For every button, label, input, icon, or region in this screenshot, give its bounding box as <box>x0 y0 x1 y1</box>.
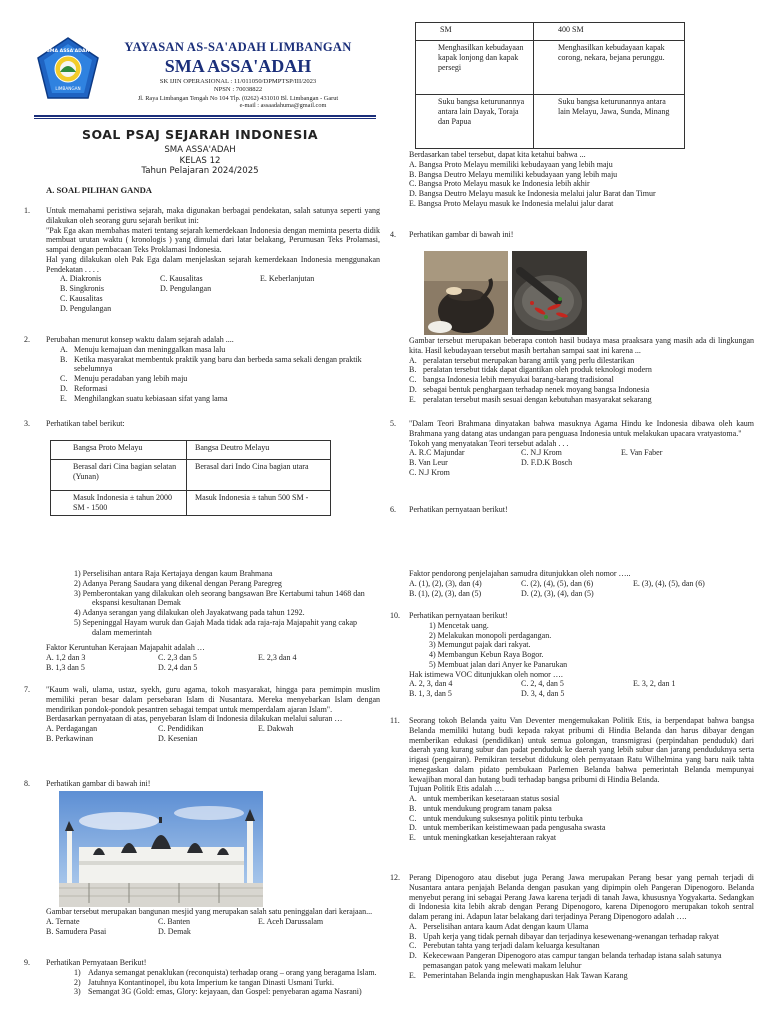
pottery-image <box>424 251 508 335</box>
option[interactable]: D. sebagai bentuk penghargaan terhadap nenek moyang bangsa Indonesia <box>409 384 650 394</box>
question-number: 2. <box>24 335 30 344</box>
question-text: Perhatikan pernyataan berikut! <box>409 505 508 514</box>
option[interactable]: D. untuk memberikan keistimewaan pada pengusaha swasta <box>409 823 606 833</box>
option[interactable]: D. Kesenian <box>158 733 198 743</box>
answer-options <box>409 448 754 477</box>
table-cell: Bangsa Deutro Melayu <box>187 441 331 460</box>
option[interactable] <box>160 304 260 314</box>
option[interactable]: E. (3), (4), (5), dan (6) <box>633 578 705 588</box>
school-name: SMA ASSA'ADAH <box>164 56 312 77</box>
option[interactable]: E. Aceh Darussalam <box>258 916 324 926</box>
option[interactable] <box>160 294 260 304</box>
option[interactable] <box>260 304 360 314</box>
answer-options <box>46 653 380 673</box>
foundation-name: YAYASAN AS-SA'ADAH LIMBANGAN <box>124 40 352 54</box>
option[interactable]: E. Keberlanjutan <box>260 274 315 284</box>
option[interactable] <box>258 734 358 744</box>
svg-text:LIMBANGAN: LIMBANGAN <box>55 86 81 91</box>
question-ask: Tokoh yang menyatakan Teori tersebut adalah . . . <box>409 438 569 448</box>
table-cell: Suku bangsa keturunannya antara lain Melayu, Jawa, Sunda, Minang <box>534 95 685 149</box>
svg-text:SMA ASSA'ADAH: SMA ASSA'ADAH <box>46 49 90 54</box>
table-cell: Bangsa Proto Melayu <box>51 441 187 460</box>
question-text: Perang Dipenogoro atau disebut juga Perang Jawa merupakan Perang besar yang pernah terjadi di Nusantara antara penjajah Belanda dengan pasukan yang dipimpin oleh Pangeran Dipenogoro. Belanda menyebut perang ini sebagai Perang Jawa karena terjadi di tanah Jawa, khususnya Yogyakarta. Sedangkan di Indonesia kita lebih akrab dengan Perang Dipenogoro, karena Dipenogoro merupakan tokoh sentral dalam perang ini. Adapun latar belakang dari terjadinya Perang Dipenogoro adalah …. <box>409 873 754 921</box>
option[interactable]: A. untuk memberikan kesetaraan status sosial <box>409 794 560 803</box>
question-ask: Berdasarkan tabel tersebut, dapat kita ketahui bahwa ... <box>409 150 586 159</box>
option[interactable]: C. Kausalitas <box>160 274 203 284</box>
option[interactable]: C. Banten <box>158 916 190 926</box>
question-text: "Kaum wali, ulama, ustaz, syekh, guru agama, tokoh masyarakat, hingga para pemimpin muslim memiliki peran besar dalam persebaran Islam di Nusantara. Mereka menyebarkan Islam dengan mendirikan pondok-pondok pesantren sebagai tempat untuk memperdalam ajaran Islam". <box>46 685 380 714</box>
answer-options <box>60 345 380 404</box>
question-number: 9. <box>24 958 30 967</box>
header-rule-thin <box>34 118 376 119</box>
option[interactable]: D. Pengulangan <box>160 284 212 293</box>
letterhead-text <box>98 40 378 110</box>
answer-options <box>409 794 754 843</box>
list-item: 1) Mencetak uang. <box>429 620 489 630</box>
question-number: 7. <box>24 685 30 694</box>
option[interactable]: A. peralatan tersebut merupakan barang antik yang perlu dilestarikan <box>409 355 635 365</box>
option[interactable]: B. (1), (2), (3), dan (5) <box>409 588 482 598</box>
answer-options <box>46 724 380 744</box>
table-cell: Berasal dari Indo Cina bagian utara <box>187 460 331 491</box>
school-logo-icon <box>34 36 102 104</box>
question-ask: Hak istimewa VOC ditunjukkan oleh nomor …. <box>409 669 563 679</box>
option[interactable]: B. Upah kerja yang tidak pernah dibayar dan terjadinya kesewenang-wenangan terhadap rakyat <box>409 931 719 941</box>
option[interactable]: C. N.J Krom <box>409 467 450 477</box>
option[interactable]: A. Menuju kemajuan dan meninggalkan masa lalu <box>60 344 226 354</box>
option[interactable] <box>260 284 360 294</box>
option[interactable]: B. Ketika masyarakat membentuk praktik yang baru dan berbeda sama sekali dengan praktik sebelumnya <box>60 354 362 374</box>
answer-options <box>409 160 754 209</box>
option[interactable] <box>621 468 721 478</box>
option[interactable]: A. Ternate <box>46 916 80 926</box>
option[interactable]: C. Pendidikan <box>158 724 204 733</box>
option[interactable] <box>633 689 733 699</box>
option[interactable]: E. untuk meningkatkan kesejahteraan rakyat <box>409 833 557 842</box>
question-number: 1. <box>24 206 30 215</box>
table-cell: Berasal dari Cina bagian selatan (Yunan) <box>51 460 187 491</box>
question-text: Perhatikan tabel berikut: <box>46 419 125 428</box>
table-cell: Menghasilkan kebudayaan kapak lonjong dan kapak persegi <box>416 41 534 95</box>
option[interactable]: D. Pengulangan <box>60 303 112 313</box>
option[interactable]: D. Demak <box>158 926 191 936</box>
question-desc: Gambar tersebut merupakan beberapa contoh hasil budaya masa praaksara yang masih ada di lingkungan kita. Hasil kebudayaan tersebut masih bertahan sampai saat ini karena ... <box>409 336 754 355</box>
question-number: 12. <box>390 873 400 882</box>
table-row <box>51 491 331 516</box>
option[interactable]: D. Reformasi <box>60 383 108 393</box>
letterhead <box>34 36 376 116</box>
question-number: 3. <box>24 419 30 428</box>
option[interactable]: D. F.D.K Bosch <box>521 458 573 467</box>
option[interactable]: D. Kekecewaan Pangeran Dipenogoro atas campur tangan belanda terhadap istana salah satunya pemasangan patok yang melewati makam leluhur <box>409 951 722 970</box>
statement-list <box>74 968 380 997</box>
answer-options <box>409 922 754 981</box>
school-email: e-mail : assaadahuma@gmail.com <box>239 102 327 110</box>
question-text: Perhatikan gambar di bawah ini! <box>46 779 151 788</box>
comparison-table <box>50 440 331 516</box>
exam-class: KELAS 12 <box>179 155 221 166</box>
list-item: 1) Perselisihan antara Raja Kertajaya dengan kaum Brahmana <box>74 569 273 578</box>
option[interactable]: A. Bangsa Proto Melayu memiliki kebudayaan yang lebih maju <box>409 159 613 169</box>
option[interactable] <box>521 468 621 478</box>
npsn-number: NPSN : 70038822 <box>213 86 263 94</box>
option[interactable]: C. N.J Krom <box>521 448 562 458</box>
option[interactable]: C. bangsa Indonesia lebih menyukai barang-barang tradisional <box>409 375 614 384</box>
list-item: 2) Melakukan monopoli perdagangan. <box>429 630 552 640</box>
option[interactable]: A. 2, 3, dan 4 <box>409 679 453 689</box>
list-item: 2) Jatuhnya Kontantinopel, ibu kota Imperium ke tangan Dinasti Usmani Turki. <box>74 977 334 987</box>
answer-options <box>409 579 754 599</box>
question-3-options <box>409 150 754 209</box>
question-number: 11. <box>390 716 400 725</box>
option[interactable]: A. R.C Majundar <box>409 448 465 458</box>
option[interactable]: C. Menuju peradaban yang lebih maju <box>60 374 188 383</box>
question-ask: Faktor pendorong penjelajahan samudra ditunjukkan oleh nomor ….. <box>409 569 631 578</box>
option[interactable]: B. Bangsa Deutro Melayu memiliki kebudayaan yang lebih maju <box>409 169 618 179</box>
question-number: 10. <box>390 611 400 620</box>
question-number: 4. <box>390 230 396 239</box>
question-text: "Dalam Teori Brahmana dinyatakan bahwa masuknya Agama Hindu ke Indonesia dibawa oleh kaum Brahmana yang datang atas undangan para penguasa Indonesia untuk melakukan upacara vratyastoma." <box>409 419 754 438</box>
option[interactable]: A. Perdagangan <box>46 724 98 733</box>
table-cell: Masuk Indonesia ± tahun 500 SM - <box>187 491 331 516</box>
question-ask: Berdasarkan pernyataan di atas, penyebaran Islam di Indonesia dilakukan melalui saluran … <box>46 714 343 724</box>
table-cell: Menghasilkan kebudayaan kapak corong, nekara, bejana perunggu. <box>534 41 685 95</box>
option[interactable] <box>258 663 358 673</box>
mosque-image <box>59 791 263 907</box>
exam-school: SMA ASSA'ADAH <box>164 145 236 156</box>
table-row <box>51 441 331 460</box>
list-item: 3) Pemberontakan yang dilakukan oleh seorang bangsawan Bre Kertabumi tahun 1468 dan ekspansi kesultanan Demak <box>74 588 365 608</box>
question-text: Untuk memahami peristiwa sejarah, maka digunakan berbagai pendekatan, salah satunya seperti yang dilakukan oleh seorang guru sejarah berikut ini: <box>46 206 380 225</box>
question-text: Perhatikan gambar di bawah ini! <box>409 230 514 239</box>
table-cell: Masuk Indonesia ± tahun 2000 SM - 1500 <box>51 491 187 516</box>
question-6-body <box>409 569 754 598</box>
option[interactable]: D. (2), (3), (4), dan (5) <box>521 588 594 598</box>
option[interactable]: C. 2,3 dan 5 <box>158 652 197 662</box>
question-4-body <box>409 336 754 404</box>
option[interactable]: A. 1,2 dan 3 <box>46 652 86 662</box>
question-number: 6. <box>390 505 396 514</box>
question-desc: Gambar tersebut merupakan bangunan mesjid yang merupakan salah satu peninggalan dari kerajaan... <box>46 907 373 916</box>
exam-title-block <box>40 127 360 176</box>
list-item: 5) Sepeninggal Hayam wuruk dan Gajah Mada tidak ada raja-raja Majapahit yang cakap dalam memerintah <box>74 617 357 637</box>
option[interactable]: C. Bangsa Proto Melayu masuk ke Indonesia lebih akhir <box>409 179 590 189</box>
option[interactable]: C. Perebutan tahta yang terjadi dalam keluarga kesultanan <box>409 941 600 951</box>
option[interactable] <box>260 294 360 304</box>
question-ask: Tujuan Politik Etis adalah …. <box>409 784 505 794</box>
option[interactable]: C. (2), (4), (5), dan (6) <box>521 578 594 588</box>
option[interactable]: E. 3, 2, dan 1 <box>633 679 676 689</box>
list-item: 4) Membangun Kebun Raya Bogor. <box>429 650 544 659</box>
question-ask: Hal yang dilakukan oleh Pak Ega dalam menjelaskan sejarah kemerdekaan Indonesia menggunakan Pendekatan . . . . <box>46 254 380 274</box>
option[interactable]: E. Bangsa Proto Melayu masuk ke Indonesia melalui jalur darat <box>409 198 614 208</box>
option[interactable]: E. Menghilangkan suatu kebiasaan sifat yang lama <box>60 393 228 403</box>
table-row <box>416 95 685 149</box>
option[interactable]: C. untuk mendukung suksesnya politik pintu terbuka <box>409 813 583 823</box>
option[interactable]: E. 2,3 dan 4 <box>258 652 297 662</box>
list-item: 3) Semangat 3G (Gold: emas, Glory: kejayaan, dan Gospel: penyebaran agama Nasrani) <box>74 987 362 997</box>
option[interactable]: A. Diakronis <box>60 274 102 284</box>
question-text: Perhatikan pernyataan berikut! <box>409 611 508 620</box>
comparison-table-continued <box>415 22 685 149</box>
exam-year: Tahun Pelajaran 2024/2025 <box>141 165 259 176</box>
option[interactable]: B. Perkawinan <box>46 733 94 743</box>
option[interactable]: E. Pemerintahan Belanda ingin menghapuskan Hak Tawan Karang <box>409 970 628 980</box>
option[interactable]: C. 2, 4, dan 5 <box>521 679 564 689</box>
option[interactable]: B. Samudera Pasai <box>46 926 107 936</box>
option[interactable] <box>621 458 721 468</box>
section-heading: A. SOAL PILIHAN GANDA <box>46 185 153 195</box>
license-number: SK IJIN OPERASIONAL : 11/011050/DPMPTSP/III/2023 <box>159 78 317 86</box>
question-number: 5. <box>390 419 396 428</box>
mortar-image <box>512 251 587 335</box>
option[interactable]: B. untuk mendukung program tanam paksa <box>409 803 552 813</box>
header-rule <box>34 115 376 117</box>
exam-title: SOAL PSAJ SEJARAH INDONESIA <box>81 127 319 142</box>
option[interactable]: A. Perselisihan antara kaum Adat dengan kaum Ulama <box>409 921 589 931</box>
option[interactable]: B. Singkronis <box>60 284 105 293</box>
statement-list <box>429 621 754 670</box>
option[interactable]: E. peralatan tersebut masih sesuai dengan kebutuhan masyarakat sekarang <box>409 394 652 404</box>
table-cell: 400 SM <box>534 23 685 41</box>
table-cell: SM <box>416 23 534 41</box>
list-item: 3) Memungut pajak dari rakyat. <box>429 640 531 650</box>
option[interactable]: E. Van Faber <box>621 448 663 458</box>
option[interactable]: A. (1), (2), (3), dan (4) <box>409 578 482 588</box>
option[interactable]: D. 3, 4, dan 5 <box>521 689 565 698</box>
option[interactable]: C. Kausalitas <box>60 293 103 303</box>
table-row <box>416 41 685 95</box>
option[interactable]: B. peralatan tersebut tidak dapat digantikan oleh produk teknologi modern <box>409 365 652 375</box>
answer-options <box>46 917 380 937</box>
option[interactable]: B. 1,3 dan 5 <box>46 662 85 672</box>
school-address: Jl. Raya Limbangan Tengah No 104 Tlp. (0262) 431010 Bl. Limbangan - Garut <box>137 94 339 102</box>
list-item: 1) Adanya semangat penaklukan (reconquista) terhadap orang – orang yang beragama Islam. <box>74 967 377 977</box>
question-number: 8. <box>24 779 30 788</box>
answer-options <box>60 274 380 313</box>
table-row <box>51 460 331 491</box>
table-row <box>416 23 685 41</box>
answer-options <box>409 356 754 405</box>
question-text: Perhatikan Pernyataan Berikut! <box>46 958 147 967</box>
option[interactable] <box>633 589 753 599</box>
question-ask: Faktor Keruntuhan Kerajaan Majapahit adalah … <box>46 643 205 652</box>
list-item: 4) Adanya serangan yang dilakukan oleh Jayakatwang pada tahun 1292. <box>74 608 305 617</box>
answer-options <box>409 679 754 699</box>
option[interactable] <box>258 927 358 937</box>
option[interactable]: D. Bangsa Deutro Melayu masuk ke Indonesia melalui jalur Barat dan Timur <box>409 189 656 198</box>
question-text: Perubahan menurut konsep waktu dalam sejarah adalah .... <box>46 335 234 344</box>
table-cell: Suku bangsa keturunannya antara lain Dayak, Toraja dan Papua <box>416 95 534 149</box>
option[interactable]: B. 1, 3, dan 5 <box>409 689 452 698</box>
question-quote: "Pak Ega akan membahas materi tentang sejarah kemerdekaan Indonesia dengan meminta peserta didik membuat urutan waktu ( kronologis ) yang dimulai dari latar belakang, Perumusan Teks Prolamasi, sampai dengan pembacaan Teks Proklamasi Indonesia. <box>46 225 380 254</box>
option[interactable]: B. Van Leur <box>409 458 448 467</box>
question-text: Seorang tokoh Belanda yaitu Van Deventer mengemukakan Politik Etis, ia berpendapat bahwa bangsa Belanda memiliki hutang budi kepada rakyat pribumi di Hindia Belanda dan harus dibayar dengan memberikan edukasi (pendidikan) untuk semua golongan, transmigrasi (perpindahan penduduk) dari daerah yang kurang subur dan padat penduduk ke daerah yang lebih subur dan jarang penduduknya serta irigasi (pengairan). Pemikiran tersebut didukung oleh pernyataan Ratu Wilhelmina yang baru naik tahta menegaskan dalam pidato pembukaan Parlemen Belanda bahwa pemerintah Belanda mempunyai kewajiban moral dan hutang budi terhadap bangsa pribumi di Hindia Belanda. <box>409 716 754 784</box>
option[interactable]: E. Dakwah <box>258 724 294 733</box>
option[interactable]: D. 2,4 dan 5 <box>158 662 198 672</box>
list-item: 5) Membuat jalan dari Anyer ke Panarukan <box>429 659 568 669</box>
list-item: 2) Adanya Perang Saudara yang dikenal dengan Perang Paregreg <box>74 578 282 588</box>
